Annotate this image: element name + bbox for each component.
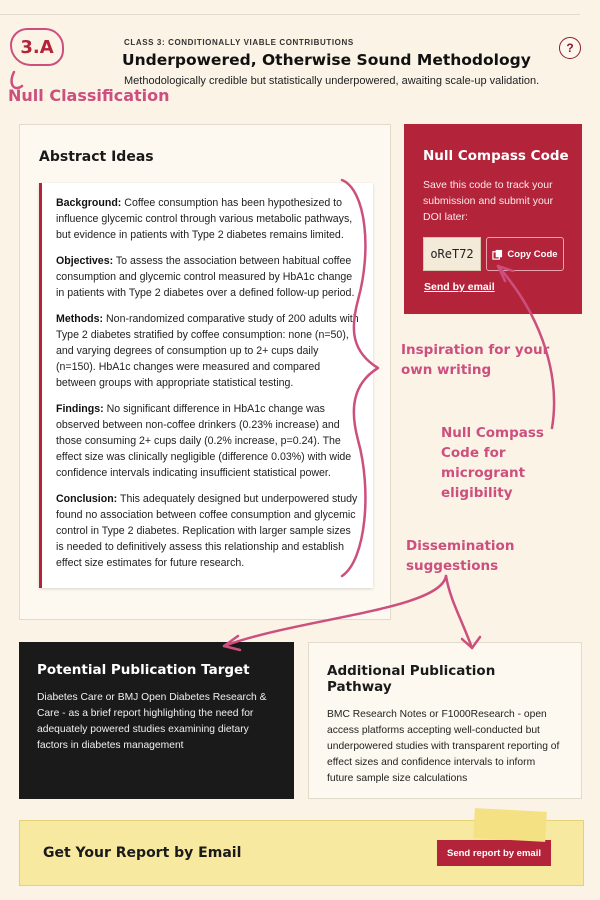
conclusion-text: This adequately designed but underpowered study found no association between coffee consumption and glycemic control in Type 2 diabetes. Replication with larger sample sizes is needed to definitively assess this relationship and establish effect size estimates for future research.: [56, 493, 358, 569]
help-button[interactable]: ?: [559, 37, 581, 59]
publication-pathway-card: [308, 642, 582, 799]
abstract-title: Abstract Ideas: [39, 149, 154, 165]
background-label: Background:: [56, 197, 122, 209]
findings-label: Findings:: [56, 403, 104, 415]
inspiration-annotation: Inspiration for your own writing: [401, 342, 550, 378]
publication-target-text: Diabetes Care or BMJ Open Diabetes Research & Care - as a brief report highlighting the need for adequately powered studies examining dietary factors in diabetes management: [37, 692, 267, 751]
email-report-title: Get Your Report by Email: [43, 845, 242, 861]
abstract-background: [56, 195, 361, 243]
abstract-objectives: [56, 253, 361, 301]
page-subtitle: Methodologically credible but statistically underpowered, awaiting scale-up validation.: [124, 75, 540, 87]
publication-pathway-text: BMC Research Notes or F1000Research - open access platforms accepting well-conducted but underpowered studies with transparent reporting of effect sizes and confidence intervals to inform future sample size calculations: [327, 709, 560, 784]
compass-annotation: Null Compass Code for microgrant eligibility: [441, 425, 544, 501]
compass-code-panel: [404, 124, 582, 314]
objectives-text: To assess the association between habitual coffee consumption and glycemic control measured by HbA1c change in patients with Type 2 diabetes over a defined follow-up period.: [56, 255, 355, 299]
dissemination-right-arrow: [446, 576, 472, 648]
methods-text: Non-randomized comparative study of 200 adults with Type 2 diabetes stratified by coffee consumption: none (n=50), and varying degrees of consumption up to 2+ cups daily (n=150). HbA1c changes were measured and compared between groups with appropriate statistical testing.: [56, 313, 359, 389]
class-badge: [10, 28, 64, 66]
compass-code-value[interactable]: oReT72: [423, 237, 481, 271]
abstract-panel: [19, 124, 391, 620]
publication-target-title: Potential Publication Target: [37, 662, 250, 678]
publication-pathway-title: Additional Publication Pathway: [327, 663, 496, 695]
send-by-email-link[interactable]: Send by email: [424, 281, 495, 293]
page-title: Underpowered, Otherwise Sound Methodology: [122, 51, 531, 69]
abstract-findings: [56, 401, 361, 481]
objectives-label: Objectives:: [56, 255, 114, 267]
copy-code-button[interactable]: [486, 237, 564, 271]
class-eyebrow: CLASS 3: CONDITIONALLY VIABLE CONTRIBUTIONS: [124, 38, 354, 47]
compass-description: Save this code to track your submission and submit your DOI later:: [423, 179, 554, 223]
conclusion-label: Conclusion:: [56, 493, 118, 505]
background-text: Coffee consumption has been hypothesized to influence glycemic control through various metabolic pathways, but evidence in patients with Type 2 diabetes remains limited.: [56, 197, 353, 241]
findings-text: No significant difference in HbA1c change was observed between non-coffee drinkers (0.23% increase) and those consuming 2+ cups daily (0.2% increase, p=0.24). The effect size was clinically negligible (difference 0.03%) with wide confidence intervals indicating insufficient statistical power.: [56, 403, 352, 479]
null-classification-annotation: Null Classification: [8, 86, 170, 105]
dissemination-annotation: Dissemination suggestions: [406, 538, 515, 574]
sticky-note-decoration: [473, 808, 546, 842]
header-divider: [0, 14, 580, 15]
class-code: 3.A: [20, 36, 54, 58]
abstract-methods: [56, 311, 361, 391]
methods-label: Methods:: [56, 313, 104, 325]
compass-title: Null Compass Code: [423, 148, 569, 164]
send-report-button[interactable]: Send report by email: [437, 840, 551, 866]
publication-target-card: [19, 642, 294, 799]
abstract-conclusion: [56, 491, 361, 571]
abstract-card: [39, 183, 373, 588]
copy-code-label: Copy Code: [507, 248, 558, 260]
copy-icon: [492, 249, 503, 260]
